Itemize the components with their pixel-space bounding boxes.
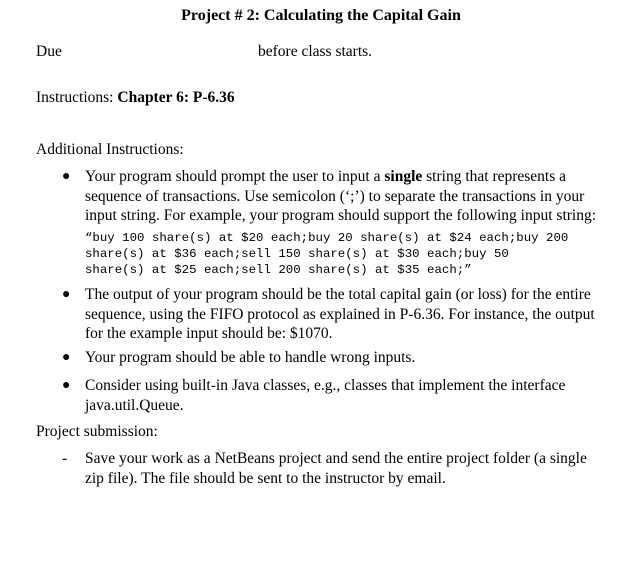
code-line: share(s) at $25 each;sell 200 share(s) at $35 each;”	[85, 263, 472, 277]
code-line: share(s) at $36 each;sell 150 share(s) at $30 each;buy 50	[85, 247, 509, 261]
bullet-icon: ●	[62, 287, 71, 302]
text: input string. For example, your program should support the following input string:	[85, 207, 597, 224]
text: Your program should prompt the user to input a	[85, 168, 385, 185]
text: The output of your program should be the total capital gain (or loss) for the entire	[85, 286, 591, 303]
example-input-code	[85, 230, 568, 278]
instructions-line	[36, 88, 235, 108]
dash-marker: -	[62, 450, 68, 467]
bullet-icon: ●	[62, 350, 71, 365]
bullet-item-3	[85, 348, 415, 368]
instructions-label: Instructions:	[36, 89, 118, 106]
text: java.util.Queue.	[85, 396, 184, 414]
code-line: “buy 100 share(s) at $20 each;buy 20 share(s) at $24 each;buy 200	[85, 231, 569, 245]
bullet-item-1	[85, 167, 596, 226]
text: sequence of transactions. Use semicolon (‘;’) to separate the transactions in your	[85, 187, 585, 205]
bullet-icon: ●	[62, 169, 71, 184]
bullet-icon: ●	[62, 378, 71, 393]
page-title: Project # 2: Calculating the Capital Gain	[181, 7, 461, 24]
text: Your program should be able to handle wrong inputs.	[85, 349, 416, 366]
submission-item	[85, 449, 587, 488]
text: sequence, using the FIFO protocol as explained in P-6.36. For instance, the output	[85, 305, 595, 323]
submission-heading: Project submission:	[36, 423, 158, 440]
instructions-chapter: Chapter 6: P-6.36	[117, 89, 235, 106]
text: string that represents a	[422, 168, 567, 185]
text: Consider using built-in Java classes, e.g., classes that implement the interface	[85, 377, 566, 394]
bullet-item-4	[85, 376, 565, 415]
text: Save your work as a NetBeans project and send the entire project folder (a single	[85, 450, 587, 467]
bullet-item-2	[85, 285, 595, 344]
emphasis: single	[384, 168, 423, 185]
due-label: Due	[36, 43, 62, 60]
due-text: before class starts.	[258, 43, 373, 60]
text: zip file). The file should be sent to the instructor by email.	[85, 469, 446, 487]
text: for the example input should be: $1070.	[85, 325, 333, 342]
additional-heading: Additional Instructions:	[36, 141, 184, 158]
